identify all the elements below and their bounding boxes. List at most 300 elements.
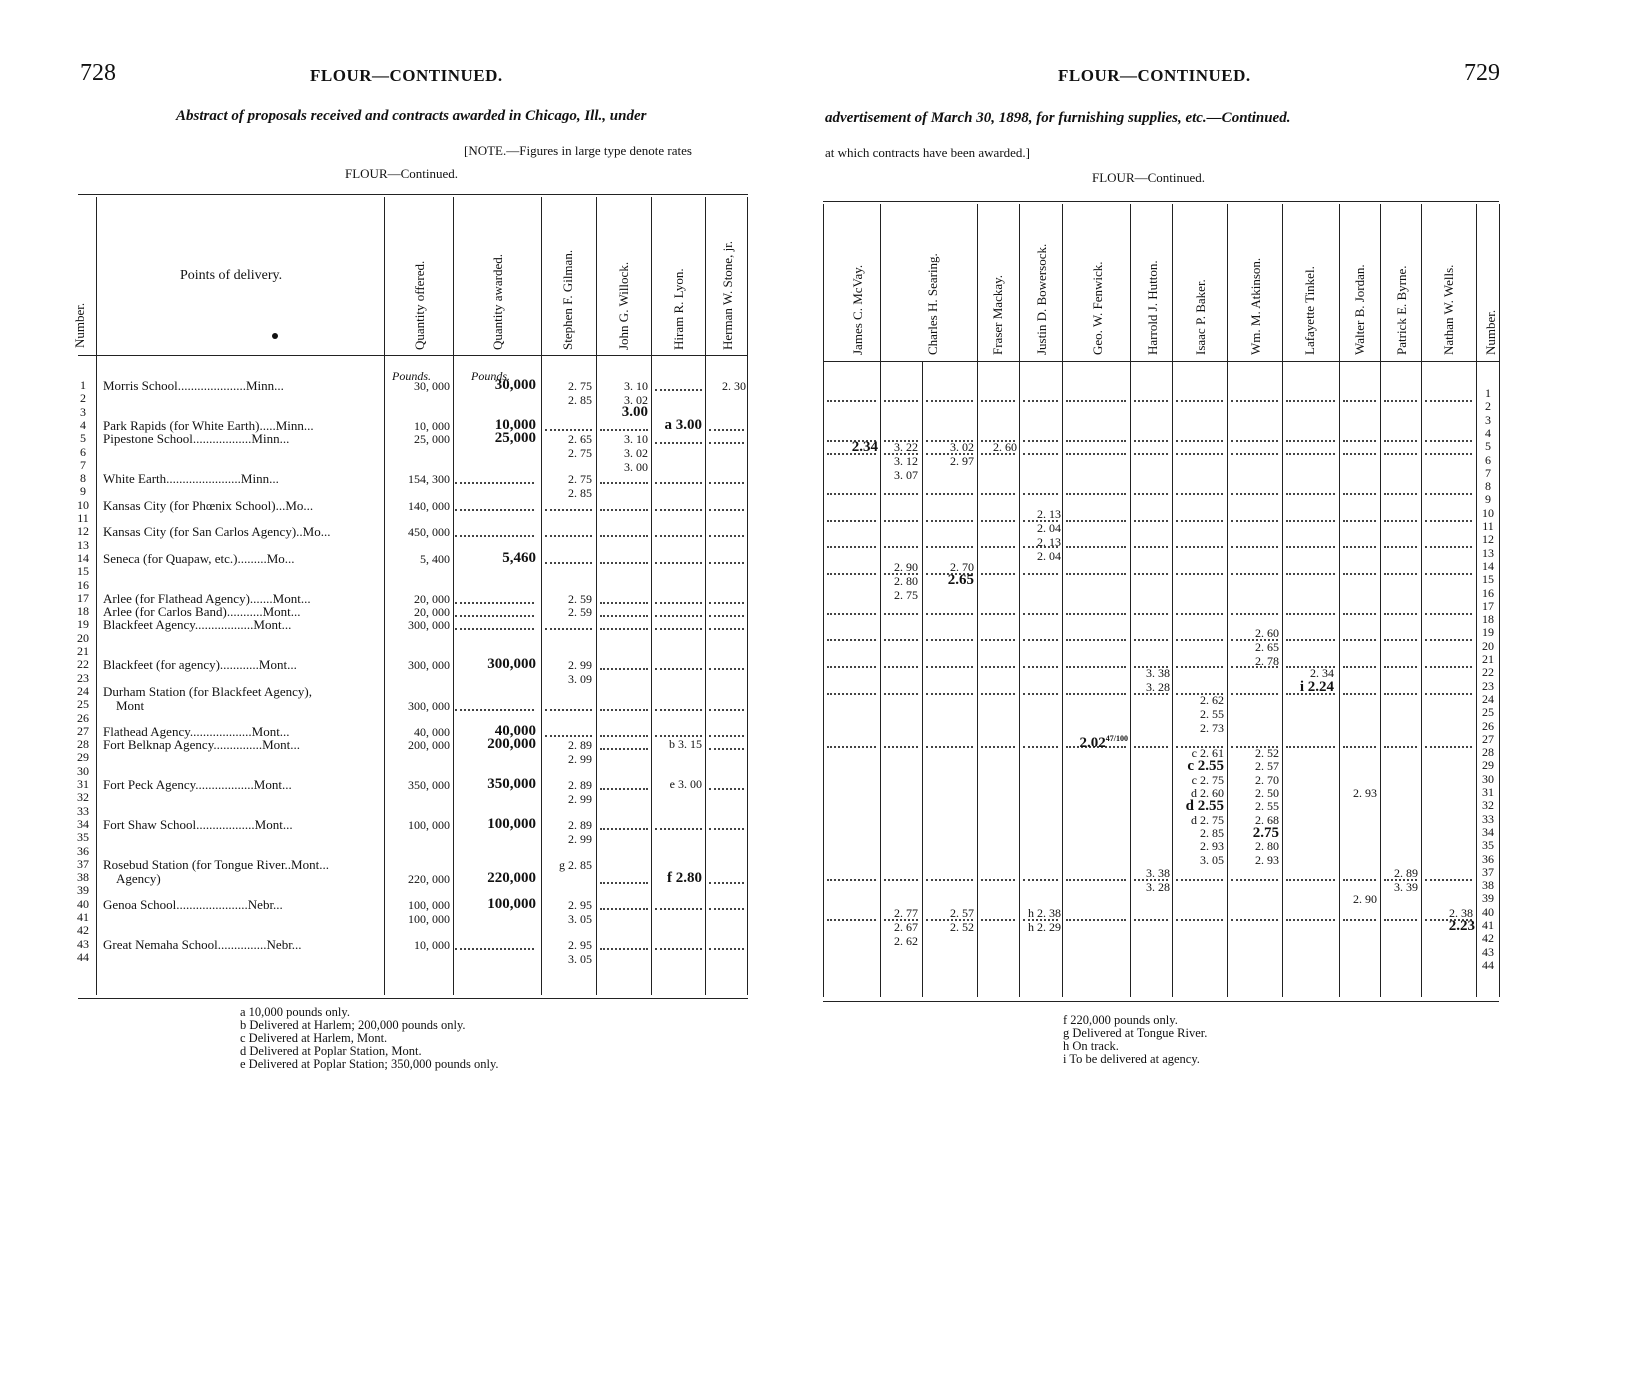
row-number: 7: [1485, 465, 1491, 480]
dotted-leader: [600, 735, 648, 737]
fraction: 47/100: [1105, 733, 1128, 743]
bid-gilman: 2. 89 2. 99: [568, 817, 592, 846]
bid-tinkel: 2. 34: [1310, 666, 1334, 681]
dotted-leader: [926, 639, 973, 641]
dotted-leader: [1176, 546, 1223, 548]
quantity-awarded: 200,000: [487, 736, 536, 753]
quantity-awarded: 100,000: [487, 815, 536, 832]
quantity-offered: 450, 000: [408, 525, 450, 540]
bid-searing-a: 3. 22 3. 12 3. 07: [894, 440, 918, 483]
column-rule: [1421, 204, 1422, 997]
dotted-leader: [1176, 879, 1223, 881]
row-number: 28: [77, 737, 89, 752]
dotted-leader: [600, 628, 648, 630]
quantity-offered: 5, 400: [420, 551, 450, 566]
dotted-leader: [981, 746, 1015, 748]
col-offered: Quantity offered.: [412, 260, 427, 350]
dotted-leader: [1343, 520, 1376, 522]
bid-wells: 2. 38: [1449, 905, 1473, 920]
column-rule: [1282, 204, 1283, 997]
row-number: 1: [1485, 386, 1491, 400]
dotted-leader: [1176, 573, 1223, 575]
dotted-leader: [1384, 453, 1417, 455]
dotted-leader: [1343, 613, 1376, 615]
footnote: c Delivered at Harlem, Mont.: [240, 1031, 388, 1045]
dotted-leader: [981, 573, 1015, 575]
bid-baker: 3. 05: [1200, 852, 1224, 867]
dotted-leader: [709, 882, 744, 884]
bid-searing-b: 2. 70: [950, 559, 974, 574]
bid-atkinson: 2. 55: [1255, 799, 1279, 814]
bid-hutton: 3. 38 3. 28: [1146, 666, 1170, 695]
dotted-leader: [1425, 693, 1472, 695]
dotted-leader: [926, 546, 973, 548]
dotted-leader: [1384, 666, 1417, 668]
dotted-leader: [1286, 639, 1335, 641]
title-line-right: advertisement of March 30, 1898, for furnishing supplies, etc.—Continued.: [825, 110, 1291, 126]
dotted-leader: [1425, 639, 1472, 641]
dotted-leader: [884, 520, 918, 522]
dotted-leader: [655, 709, 702, 711]
quantity-offered: 25, 000: [414, 432, 450, 447]
quantity-awarded: 100,000: [487, 895, 536, 912]
dotted-leader: [827, 746, 876, 748]
dotted-leader: [655, 509, 702, 511]
dotted-leader: [1023, 879, 1058, 881]
col-bidder-willock: John G. Willock.: [616, 261, 631, 350]
row-number: 29: [1482, 758, 1494, 773]
bidder-byrne: Patrick E. Byrne.: [1394, 265, 1409, 355]
bid-willock-awarded: 3.00: [621, 404, 648, 420]
row-number: 25: [1482, 705, 1494, 720]
column-rule: [880, 204, 881, 997]
footnotes-right: [1063, 1014, 1207, 1066]
dotted-leader: [1425, 573, 1472, 575]
dotted-leader: [545, 735, 592, 737]
place-name: Blackfeet (for agency)............Mont...: [103, 657, 297, 673]
row-number: 29: [77, 750, 89, 765]
column-rule: [1476, 204, 1477, 997]
column-rule: [1339, 204, 1340, 997]
dotted-leader: [709, 482, 744, 484]
dotted-leader: [1384, 639, 1417, 641]
place-name: Kansas City (for Phœnix School)...Mo...: [103, 497, 314, 513]
place-name: Genoa School......................Nebr...: [103, 896, 283, 912]
dotted-leader: [884, 666, 918, 668]
bid-searing-a: 2. 90 2. 80 2. 75: [894, 559, 918, 602]
row-number: 33: [77, 803, 89, 818]
dotted-leader: [1384, 440, 1417, 442]
bid-gilman: 2. 75 2. 85: [568, 379, 592, 407]
dotted-leader: [1066, 520, 1126, 522]
dotted-leader: [884, 746, 918, 748]
row-number: 39: [1482, 891, 1494, 906]
dotted-leader: [600, 788, 648, 790]
dotted-leader: [884, 493, 918, 495]
dotted-leader: [600, 748, 648, 750]
dotted-leader: [1231, 453, 1278, 455]
column-rule: [977, 204, 978, 997]
bid-lyon: e 3. 00: [669, 777, 702, 791]
bid-mcvay: 2.34: [851, 439, 878, 456]
dotted-leader: [1066, 613, 1126, 615]
dotted-leader: [709, 602, 744, 604]
place-name: Seneca (for Quapaw, etc.).........Mo...: [103, 550, 295, 566]
dotted-leader: [1286, 400, 1335, 402]
quantity-offered: 300, 000: [408, 698, 450, 713]
dotted-leader: [455, 482, 534, 484]
dotted-leader: [1176, 919, 1223, 921]
row-number: 25: [77, 697, 89, 712]
place-name: Rosebud Station (for Tongue River..Mont...: [103, 856, 329, 872]
dotted-leader: [981, 639, 1015, 641]
dotted-leader: [709, 908, 744, 910]
dotted-leader: [1134, 919, 1168, 921]
row-number: 13: [77, 537, 89, 552]
row-number: 35: [1482, 838, 1494, 853]
dotted-leader: [1286, 546, 1335, 548]
row-number: 3: [80, 404, 86, 419]
row-number: 18: [77, 604, 89, 619]
dotted-leader: [1066, 493, 1126, 495]
bidder-hutton: Harrold J. Hutton.: [1145, 260, 1160, 355]
dotted-leader: [981, 493, 1015, 495]
dotted-leader: [1176, 639, 1223, 641]
dotted-leader: [455, 602, 534, 604]
dotted-leader: [1134, 746, 1168, 748]
dotted-leader: [1286, 879, 1335, 881]
dotted-leader: [1176, 493, 1223, 495]
footnote: g Delivered at Tongue River.: [1063, 1026, 1208, 1040]
dotted-leader: [1134, 573, 1168, 575]
bid-atkinson: 2. 80: [1255, 839, 1279, 854]
dotted-leader: [827, 520, 876, 522]
row-number: 12: [1482, 532, 1494, 547]
place-name: Durham Station (for Blackfeet Agency),: [103, 683, 313, 699]
row-number: 30: [1482, 771, 1494, 786]
dotted-leader: [1134, 493, 1168, 495]
dotted-leader: [1176, 400, 1223, 402]
row-number: 7: [80, 457, 86, 472]
dotted-leader: [1023, 453, 1058, 455]
row-number: 27: [77, 723, 89, 738]
bid-baker: c 2.55: [1187, 758, 1224, 775]
dotted-leader: [1384, 693, 1417, 695]
dotted-leader: [1384, 400, 1417, 402]
dotted-leader: [600, 562, 648, 564]
bid-gilman: g 2. 85: [559, 857, 592, 872]
dotted-leader: [455, 615, 534, 617]
footnote: b Delivered at Harlem; 200,000 pounds only.: [240, 1018, 466, 1032]
dotted-leader: [1425, 746, 1472, 748]
dotted-leader: [1343, 746, 1376, 748]
row-number: 40: [77, 896, 89, 911]
row-number: 31: [1482, 785, 1494, 799]
place-name: Pipestone School..................Minn...: [103, 431, 290, 447]
dotted-leader: [981, 613, 1015, 615]
row-number: 20: [77, 630, 89, 645]
bid-atkinson: 2. 60 2. 65 2. 78: [1255, 626, 1279, 669]
dotted-leader: [600, 535, 648, 537]
dotted-leader: [655, 828, 702, 830]
note-line-left: [NOTE.—Figures in large type denote rates: [464, 143, 692, 158]
dotted-leader: [1286, 573, 1335, 575]
bid-gilman: 2. 99 3. 09: [568, 658, 592, 687]
bid-atkinson: 2. 93: [1255, 852, 1279, 867]
quantity-offered: 20, 000: [414, 605, 450, 620]
dotted-leader: [1066, 440, 1126, 442]
dotted-leader: [1425, 440, 1472, 442]
row-number: 15: [77, 564, 89, 579]
row-number: 5: [80, 431, 86, 446]
row-number: 43: [77, 936, 89, 951]
dotted-leader: [1176, 440, 1223, 442]
col-number-left: Number.: [72, 302, 87, 348]
bid-willock: 3. 10 3. 02 3. 00: [624, 432, 648, 475]
dotted-leader: [1425, 453, 1472, 455]
row-number: 8: [1485, 479, 1491, 494]
dotted-leader: [884, 879, 918, 881]
dotted-leader: [1066, 693, 1126, 695]
quantity-offered: 140, 000: [408, 498, 450, 513]
running-head-left: FLOUR—CONTINUED.: [310, 66, 503, 85]
dotted-leader: [884, 400, 918, 402]
row-number: 16: [1482, 585, 1494, 600]
dotted-leader: [981, 666, 1015, 668]
row-number: 38: [77, 870, 89, 885]
dotted-leader: [655, 908, 702, 910]
dotted-leader: [981, 520, 1015, 522]
place-name: Morris School.....................Minn...: [103, 378, 284, 393]
dotted-leader: [545, 509, 592, 511]
col-bidder-gilman: Stephen F. Gilman.: [560, 249, 575, 350]
bid-baker: 2. 62 2. 55 2. 73: [1200, 692, 1224, 735]
unit-offered: Pounds.: [392, 369, 431, 383]
bid-baker: d 2. 75: [1191, 812, 1224, 827]
row-number: 17: [77, 590, 89, 605]
dotted-leader: [1425, 400, 1472, 402]
row-number: 2: [80, 391, 86, 406]
dotted-leader: [827, 639, 876, 641]
quantity-offered: 10, 000: [414, 937, 450, 952]
bid-baker: 2. 85: [1200, 825, 1224, 840]
dotted-leader: [827, 666, 876, 668]
dotted-leader: [1176, 666, 1223, 668]
row-number: 38: [1482, 878, 1494, 893]
bid-gilman: 2. 59: [568, 591, 592, 606]
row-number: 11: [1482, 519, 1494, 533]
bid-fenwick: $2.02^{47/100}$: [1079, 733, 1128, 751]
row-number: 34: [77, 816, 89, 831]
column-rule: [1499, 204, 1500, 997]
dotted-leader: [926, 493, 973, 495]
row-number: 26: [77, 710, 89, 725]
quantity-awarded: 5,460: [502, 549, 536, 566]
dotted-leader: [1134, 639, 1168, 641]
footnote: e Delivered at Poplar Station; 350,000 pounds only.: [240, 1057, 499, 1071]
dotted-leader: [655, 948, 702, 950]
dotted-leader: [1134, 440, 1168, 442]
place-name: Blackfeet Agency..................Mont...: [103, 617, 292, 633]
dotted-leader: [1066, 453, 1126, 455]
bid-baker: c 2. 61: [1191, 746, 1224, 761]
col-number-right: Number.: [1483, 309, 1498, 355]
place-name: Fort Peck Agency..................Mont...: [103, 777, 292, 792]
dotted-leader: [1023, 746, 1058, 748]
row-number: 14: [1482, 558, 1494, 573]
column-rule: [1172, 204, 1173, 997]
dotted-leader: [827, 613, 876, 615]
bid-searing-b-awarded: 2.65: [947, 572, 974, 589]
dotted-leader: [600, 828, 648, 830]
dotted-leader: [1425, 879, 1472, 881]
dotted-leader: [455, 628, 534, 630]
note-line-right: at which contracts have been awarded.]: [825, 145, 1031, 160]
dotted-leader: [1425, 666, 1472, 668]
bid-gilman: 2. 89 2. 99: [568, 738, 592, 767]
dotted-leader: [655, 482, 702, 484]
bidder-searing: Charles H. Searing.: [925, 253, 940, 355]
place-name: White Earth.......................Minn...: [103, 471, 279, 487]
dotted-leader: [926, 746, 973, 748]
bid-willock: 3. 10 3. 02: [624, 379, 648, 407]
dotted-leader: [1343, 919, 1376, 921]
dotted-leader: [926, 613, 973, 615]
bidder-bowersock: Justin D. Bowersock.: [1034, 243, 1049, 355]
place-name: Flathead Agency...................Mont...: [103, 723, 290, 739]
dotted-leader: [1384, 573, 1417, 575]
dotted-leader: [1066, 879, 1126, 881]
bid-atkinson: 2.75: [1252, 824, 1279, 841]
dotted-leader: [926, 400, 973, 402]
dotted-leader: [1176, 520, 1223, 522]
bid-byrne: 2. 89 3. 39: [1394, 865, 1418, 894]
row-number: 19: [1482, 625, 1494, 640]
dotted-leader: [709, 509, 744, 511]
dotted-leader: [1066, 919, 1126, 921]
row-number: 23: [1482, 678, 1494, 693]
quantity-awarded: 25,000: [494, 430, 536, 447]
dotted-leader: [655, 668, 702, 670]
row-number: 44: [77, 949, 89, 964]
dotted-leader: [655, 628, 702, 630]
row-number: 10: [1482, 505, 1494, 520]
bid-searing-b: 2. 57 2. 52: [950, 905, 974, 934]
bid-gilman: 2. 95 3. 05: [568, 897, 592, 926]
bidder-tinkel: Lafayette Tinkel.: [1302, 266, 1317, 355]
row-number: 14: [77, 550, 89, 565]
row-number: 39: [77, 883, 89, 898]
row-number: 2: [1485, 399, 1491, 414]
title-line-left: Abstract of proposals received and contracts awarded in Chicago, Ill., under: [176, 108, 647, 124]
row-number: 22: [77, 657, 89, 672]
subhead-right: FLOUR—Continued.: [1092, 170, 1206, 185]
dotted-leader: [1231, 440, 1278, 442]
dotted-leader: [655, 602, 702, 604]
bid-jordan: 2. 90: [1353, 892, 1377, 907]
dotted-leader: [1066, 639, 1126, 641]
row-number: 6: [80, 444, 86, 459]
dotted-leader: [981, 693, 1015, 695]
dotted-leader: [655, 535, 702, 537]
dotted-leader: [827, 879, 876, 881]
dotted-leader: [600, 668, 648, 670]
bid-lyon: f 2.80: [667, 869, 702, 886]
dotted-leader: [1176, 613, 1223, 615]
bid-atkinson: 2. 57: [1255, 759, 1279, 774]
dotted-leader: [1231, 613, 1278, 615]
dotted-leader: [1384, 746, 1417, 748]
dotted-leader: [1176, 453, 1223, 455]
dotted-leader: [1343, 666, 1376, 668]
dotted-leader: [709, 442, 744, 444]
bid-gilman: 2. 59: [568, 605, 592, 620]
dotted-leader: [1286, 919, 1335, 921]
dotted-leader: [545, 562, 592, 564]
row-number: 9: [80, 484, 86, 499]
dotted-leader: [1343, 440, 1376, 442]
dotted-leader: [1231, 879, 1278, 881]
footnotes-left: [240, 1006, 499, 1071]
dotted-leader: [1231, 520, 1278, 522]
row-number: 32: [1482, 798, 1494, 813]
dotted-leader: [1425, 613, 1472, 615]
place-name: Fort Shaw School..................Mont...: [103, 816, 293, 832]
col-points: Points of delivery.: [180, 268, 283, 283]
row-number: 21: [1482, 652, 1494, 666]
dotted-leader: [600, 882, 648, 884]
dotted-leader: [926, 693, 973, 695]
dotted-leader: [1343, 573, 1376, 575]
dotted-leader: [600, 908, 648, 910]
dotted-leader: [1343, 453, 1376, 455]
dotted-leader: [545, 628, 592, 630]
dotted-leader: [1231, 546, 1278, 548]
dotted-leader: [1023, 573, 1058, 575]
row-number: 5: [1485, 439, 1491, 454]
row-number: 1: [80, 378, 86, 392]
row-number: 24: [1482, 691, 1494, 706]
dotted-leader: [709, 615, 744, 617]
dotted-leader: [1343, 400, 1376, 402]
dotted-leader: [926, 666, 973, 668]
row-number: 19: [77, 617, 89, 632]
column-rule: [1019, 204, 1020, 997]
dotted-leader: [455, 509, 534, 511]
col-bidder-stone: Herman W. Stone, jr.: [720, 240, 735, 350]
row-number: 44: [1482, 957, 1494, 972]
bid-jordan: 2. 93: [1353, 786, 1377, 800]
row-number: 41: [1482, 918, 1494, 932]
row-number: 40: [1482, 904, 1494, 919]
column-rule: [1380, 204, 1381, 997]
dotted-leader: [455, 948, 534, 950]
place-name-cont: Agency): [116, 870, 161, 886]
row-number: 20: [1482, 638, 1494, 653]
quantity-awarded: 10,000: [494, 416, 536, 433]
row-number: 16: [77, 577, 89, 592]
dotted-leader: [981, 919, 1015, 921]
dotted-leader: [926, 520, 973, 522]
dotted-leader: [827, 919, 876, 921]
place-name: Arlee (for Flathead Agency).......Mont...: [103, 590, 311, 606]
dotted-leader: [1343, 693, 1376, 695]
dotted-leader: [1384, 546, 1417, 548]
quantity-offered: 300, 000: [408, 618, 450, 633]
row-number: 13: [1482, 545, 1494, 560]
dotted-leader: [709, 948, 744, 950]
dotted-leader: [884, 613, 918, 615]
